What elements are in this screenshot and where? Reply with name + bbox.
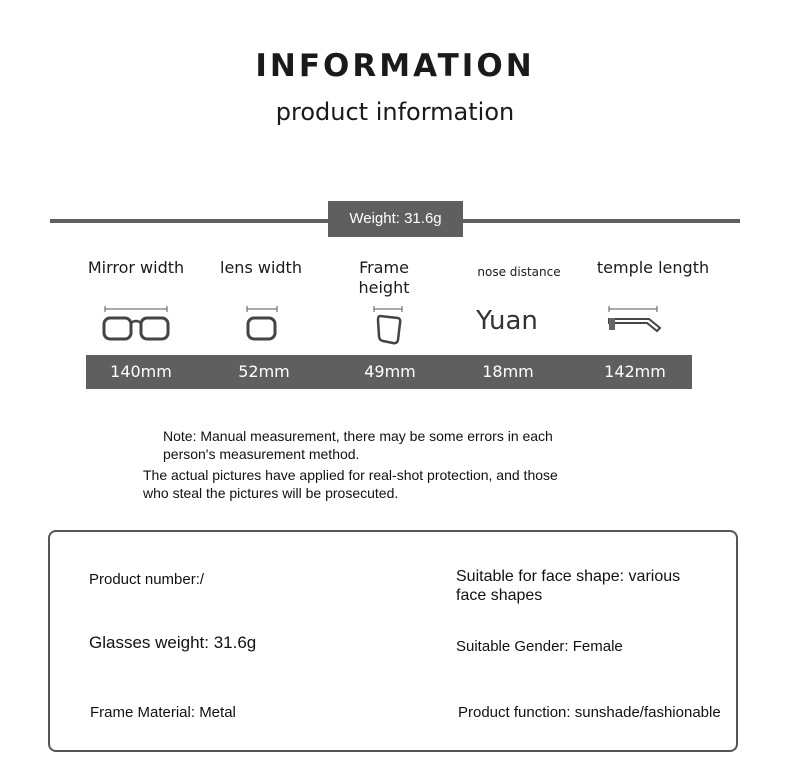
page-title: INFORMATION <box>255 48 535 84</box>
temple-arm-icon <box>605 306 665 336</box>
value-nose-distance: 18mm <box>482 362 534 381</box>
protection-note-line2: who steal the pictures will be prosecuted. <box>143 485 399 501</box>
measurement-note-line2: person's measurement method. <box>163 446 360 462</box>
face-shape-line1: Suitable for face shape: various <box>456 568 681 585</box>
value-frame-height: 49mm <box>364 362 416 381</box>
single-lens-icon <box>243 306 281 344</box>
face-shape-line2: face shapes <box>456 587 543 604</box>
product-function: Product function: sunshade/fashionable <box>458 704 721 721</box>
lens-height-icon <box>370 306 406 346</box>
label-lens-width: lens width <box>220 258 302 277</box>
protection-note-line1: The actual pictures have applied for real-shot protection, and those <box>143 467 558 483</box>
page-subtitle: product information <box>275 98 515 126</box>
value-mirror-width: 140mm <box>110 362 172 381</box>
glasses-front-icon <box>100 306 172 344</box>
nose-distance-icon: Yuan <box>476 306 538 336</box>
weight-badge: Weight: 31.6g <box>328 201 463 237</box>
label-temple-length: temple length <box>596 258 710 277</box>
value-temple-length: 142mm <box>604 362 666 381</box>
label-nose-distance: nose distance <box>477 265 561 279</box>
frame-material: Frame Material: Metal <box>90 704 236 721</box>
glasses-weight: Glasses weight: 31.6g <box>89 633 257 652</box>
suitable-gender: Suitable Gender: Female <box>456 638 623 655</box>
label-mirror-width: Mirror width <box>87 258 185 277</box>
label-frame-height: Frame height <box>358 258 410 297</box>
product-number: Product number:/ <box>89 571 205 588</box>
measurement-note-line1: Note: Manual measurement, there may be some errors in each <box>163 428 553 444</box>
value-lens-width: 52mm <box>238 362 290 381</box>
